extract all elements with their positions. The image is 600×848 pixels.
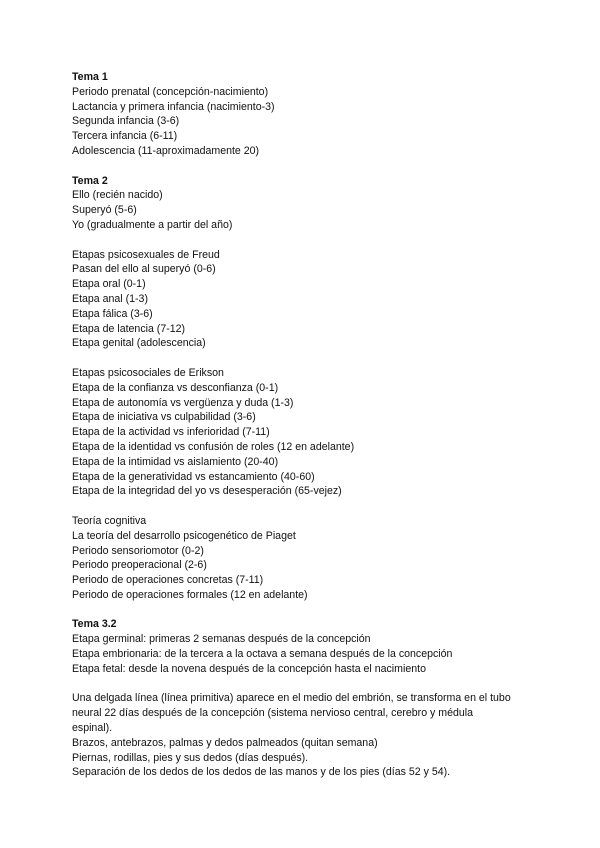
text-line: Etapas psicosociales de Erikson bbox=[72, 366, 224, 379]
text-line: Tercera infancia (6-11) bbox=[72, 130, 178, 143]
text-paragraph: Una delgada línea (línea primitiva) aparece en el medio del embrión, se transforma en el tubo neural 22 días después de la concepción (sistema nervioso central, cerebro y médula espinal). bbox=[72, 692, 511, 735]
section-heading: Tema 3.2 bbox=[72, 618, 117, 631]
section-heading: Tema 2 bbox=[72, 174, 108, 187]
section-tema-1 bbox=[72, 70, 560, 159]
section-embrion bbox=[72, 691, 560, 780]
text-line: Etapa de la identidad vs confusión de roles (12 en adelante) bbox=[72, 440, 355, 453]
text-line: Etapa de la actividad vs inferioridad (7-11) bbox=[72, 426, 270, 439]
section-tema-3-2 bbox=[72, 617, 560, 676]
text-line: Periodo de operaciones concretas (7-11) bbox=[72, 574, 264, 587]
text-line: Etapa de la confianza vs desconfianza (0-1) bbox=[72, 381, 279, 394]
text-line: Periodo de operaciones formales (12 en adelante) bbox=[72, 588, 308, 601]
section-erikson bbox=[72, 366, 560, 499]
text-line: Ello (recién nacido) bbox=[72, 189, 163, 202]
text-line: Lactancia y primera infancia (nacimiento-3) bbox=[72, 100, 275, 113]
text-line: Etapa de la generatividad vs estancamiento (40-60) bbox=[72, 470, 315, 483]
text-line: Periodo prenatal (concepción-nacimiento) bbox=[72, 85, 269, 98]
text-line: Etapa germinal: primeras 2 semanas después de la concepción bbox=[72, 633, 371, 646]
text-line: Superyó (5-6) bbox=[72, 204, 137, 217]
text-line: Separación de los dedos de los dedos de las manos y de los pies (días 52 y 54). bbox=[72, 766, 451, 779]
text-line: Brazos, antebrazos, palmas y dedos palmeados (quitan semana) bbox=[72, 736, 378, 749]
text-line: Etapa de la integridad del yo vs desesperación (65-vejez) bbox=[72, 485, 342, 498]
text-line: Piernas, rodillas, pies y sus dedos (días después). bbox=[72, 751, 309, 764]
text-line: Etapa fetal: desde la novena después de la concepción hasta el nacimiento bbox=[72, 662, 426, 675]
text-line: La teoría del desarrollo psicogenético de Piaget bbox=[72, 529, 296, 542]
text-line: Etapa embrionaria: de la tercera a la octava a semana después de la concepción bbox=[72, 648, 453, 661]
text-line: Pasan del ello al superyó (0-6) bbox=[72, 263, 216, 276]
text-line: Etapa oral (0-1) bbox=[72, 278, 146, 291]
text-line: Periodo sensoriomotor (0-2) bbox=[72, 544, 204, 557]
text-line: Etapa de la intimidad vs aislamiento (20-40) bbox=[72, 455, 279, 468]
text-line: Etapa de latencia (7-12) bbox=[72, 322, 186, 335]
text-line: Etapa de iniciativa vs culpabilidad (3-6) bbox=[72, 411, 256, 424]
section-piaget bbox=[72, 514, 560, 603]
text-line: Yo (gradualmente a partir del año) bbox=[72, 218, 233, 231]
section-freud bbox=[72, 248, 560, 352]
text-line: Etapa anal (1-3) bbox=[72, 292, 148, 305]
section-heading: Tema 1 bbox=[72, 71, 108, 83]
text-line: Etapa fálica (3-6) bbox=[72, 307, 153, 320]
text-line: Adolescencia (11-aproximadamente 20) bbox=[72, 144, 260, 157]
text-line: Etapa genital (adolescencia) bbox=[72, 337, 206, 350]
text-line: Etapas psicosexuales de Freud bbox=[72, 248, 220, 261]
text-line: Teoría cognitiva bbox=[72, 514, 147, 527]
text-line: Periodo preoperacional (2-6) bbox=[72, 559, 207, 572]
text-line: Segunda infancia (3-6) bbox=[72, 115, 180, 128]
text-line: Etapa de autonomía vs vergüenza y duda (1-3) bbox=[72, 396, 294, 409]
section-tema-2 bbox=[72, 174, 560, 233]
